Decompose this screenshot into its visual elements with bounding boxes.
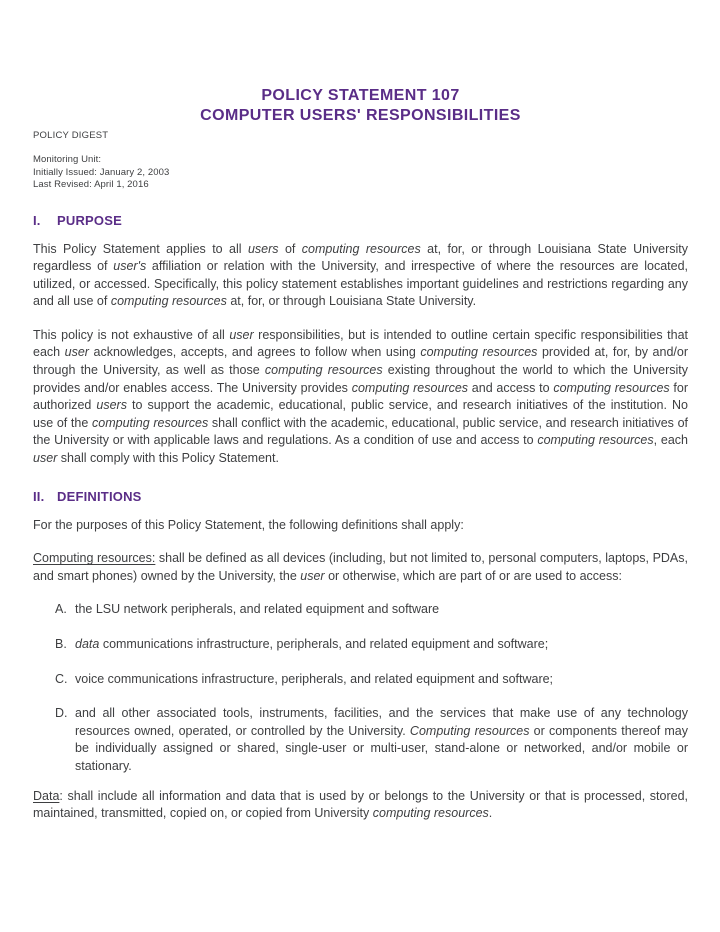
purpose-heading-label: PURPOSE: [57, 212, 122, 228]
meta-monitoring-unit: Monitoring Unit:: [33, 154, 102, 165]
policy-digest-label: POLICY DIGEST: [33, 130, 109, 141]
list-item-text: and all other associated tools, instruments, facilities, and the services that make use of any technology resources owned, operated, or controlled by the University. Computing resources or components thereof may be individually assigned or shared, single-user or multi-user, stand-alone or networked, and/or mobile or stationary.: [75, 706, 688, 773]
policy-statement-subtitle: COMPUTER USERS' RESPONSIBILITIES: [200, 106, 521, 124]
list-item-text: the LSU network peripherals, and related equipment and software: [75, 602, 440, 617]
list-item: [55, 671, 688, 689]
purpose-paragraph-2: This policy is not exhaustive of all user responsibilities, but is intended to outline certain specific responsibilities that each user acknowledges, accepts, and agrees to follow when using computing resources provided at, for, by and/or through the University, as well as those computing resources existing throughout the world to which the University provides and/or enables access. The University provides computing resources and access to computing resources for authorized users to support the academic, educational, public service, and research initiatives of the institution. No use of the computing resources shall conflict with the academic, educational, public service, and research initiatives of the University or with applicable laws and regulations. As a condition of use and access to computing resources, each user shall comply with this Policy Statement.: [33, 327, 689, 466]
list-item-marker: D.: [55, 706, 68, 721]
document-meta: [33, 154, 688, 192]
page-title: [33, 86, 688, 125]
computing-resources-list: [33, 601, 688, 775]
list-item-marker: C.: [55, 671, 68, 686]
list-item-text: data communications infrastructure, peripherals, and related equipment and software;: [75, 637, 549, 651]
list-item: [55, 601, 688, 619]
definitions-heading: [33, 488, 688, 505]
definition-data: Data: shall include all information and data that is used by or belongs to the University or that is processed, stored, maintained, transmitted, copied on, or copied from University computing resources.: [33, 788, 688, 821]
definitions-heading-number: II.: [33, 488, 45, 504]
definitions-intro: For the purposes of this Policy Statement, the following definitions shall apply:: [33, 517, 464, 532]
definitions-heading-label: DEFINITIONS: [57, 488, 142, 504]
definition-computing-resources: Computing resources: shall be defined as all devices (including, but not limited to, personal computers, laptops, PDAs, and smart phones) owned by the University, the user or otherwise, which are part of or are used to access:: [33, 551, 688, 583]
purpose-heading: [33, 212, 688, 229]
list-item: [55, 705, 688, 775]
policy-statement-number: POLICY STATEMENT 107: [261, 87, 460, 104]
meta-initially-issued: Initially Issued: January 2, 2003: [33, 166, 170, 178]
purpose-heading-number: I.: [33, 212, 41, 228]
list-item-text: voice communications infrastructure, peripherals, and related equipment and software;: [75, 671, 554, 686]
section-purpose: [33, 212, 688, 468]
section-definitions: [33, 488, 688, 823]
meta-last-revised: Last Revised: April 1, 2016: [33, 179, 149, 190]
list-item: [55, 636, 688, 654]
list-item-marker: A.: [55, 602, 67, 617]
list-item-marker: B.: [55, 637, 67, 651]
purpose-paragraph-1: This Policy Statement applies to all users of computing resources at, for, or through Louisiana State University regardless of user's affiliation or relation with the University, and irrespective of where the resources are located, utilized, or accessed. Specifically, this policy statement establishes important guidelines and restrictions regarding any and all use of computing resources at, for, or through Louisiana State University.: [33, 241, 688, 309]
